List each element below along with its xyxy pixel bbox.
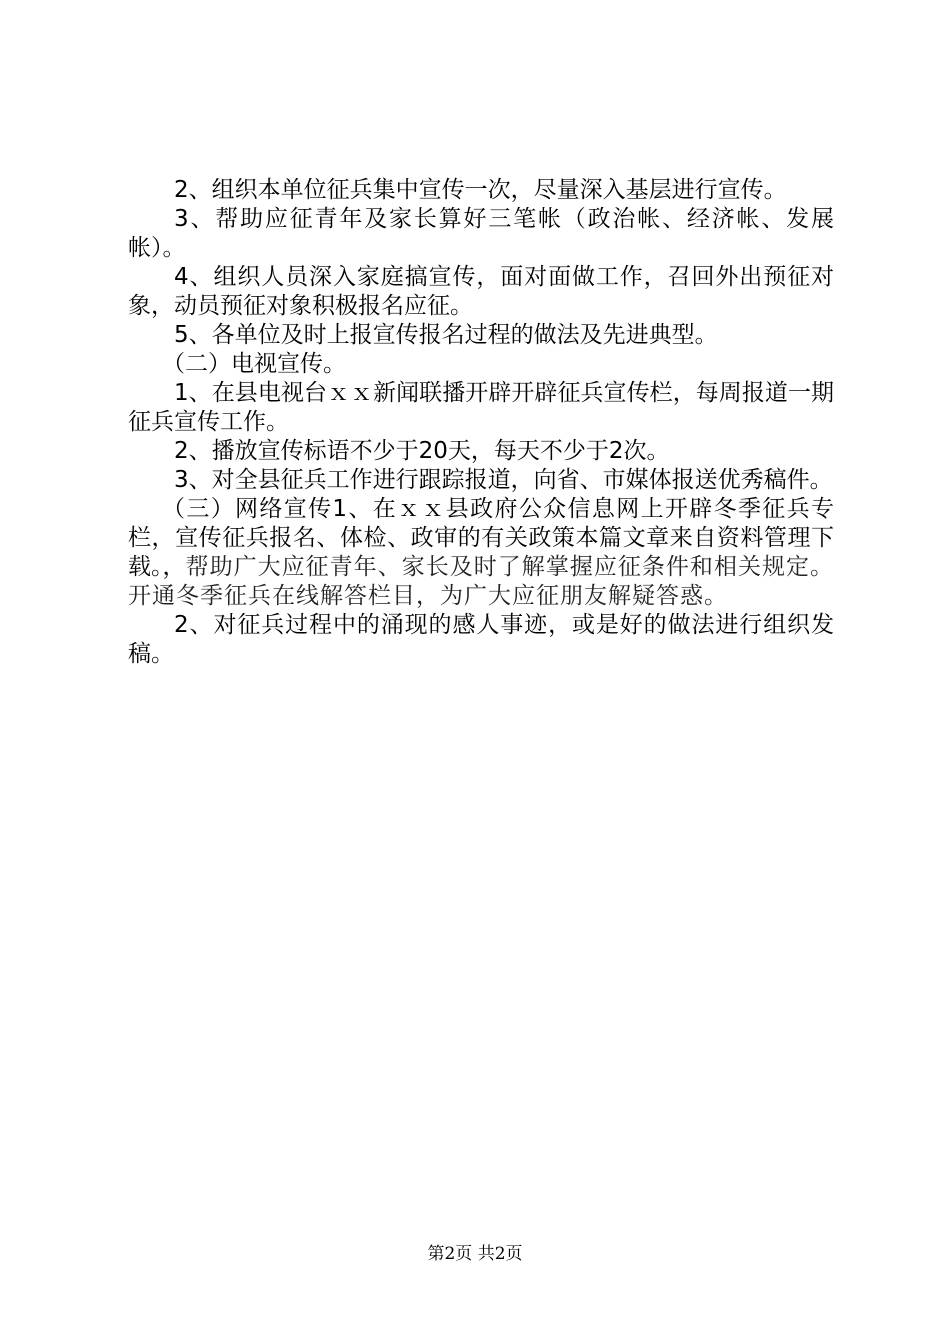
page-footer: 第2页 共2页 bbox=[427, 1244, 523, 1264]
paragraph-4: 5、各单位及时上报宣传报名过程的做法及先进典型。 bbox=[174, 322, 718, 348]
paragraph-3: 4、组织人员深入家庭搞宣传，面对面做工作，召回外出预征对象，动员预征对象积极报名应征。 bbox=[128, 264, 834, 319]
paragraph-last: 2、对征兵过程中的涌现的感人事迹，或是好的做法进行组织发稿。 bbox=[128, 612, 834, 667]
network-text-part2: 帮助广大应征青年、家长及时了解掌握应征条件和相关规定。开通冬季征兵在线解答栏目，为广大应征朋友解疑答惑。 bbox=[128, 554, 835, 609]
section-heading-tv: （二）电视宣传。 bbox=[162, 351, 346, 377]
paragraph-7: 3、对全县征兵工作进行跟踪报道，向省、市媒体报送优秀稿件。 bbox=[174, 467, 833, 493]
document-body bbox=[128, 176, 834, 669]
paragraph-5: 1、在县电视台ｘｘ新闻联播开辟开辟征兵宣传栏，每周报道一期征兵宣传工作。 bbox=[128, 380, 834, 435]
network-text-part1: （三）网络宣传1、在ｘｘ县政府公众信息网上开辟冬季征兵专栏，宣传征兵报名、体检、政审的有关政策本篇文章来自资料管理下载。， bbox=[128, 496, 834, 580]
section-network bbox=[128, 495, 834, 611]
paragraph-2: 3、帮助应征青年及家长算好三笔帐（政治帐、经济帐、发展帐）。 bbox=[128, 206, 834, 261]
paragraph-6: 2、播放宣传标语不少于20天，每天不少于2次。 bbox=[174, 438, 670, 464]
paragraph-1: 2、组织本单位征兵集中宣传一次，尽量深入基层进行宣传。 bbox=[174, 177, 787, 203]
